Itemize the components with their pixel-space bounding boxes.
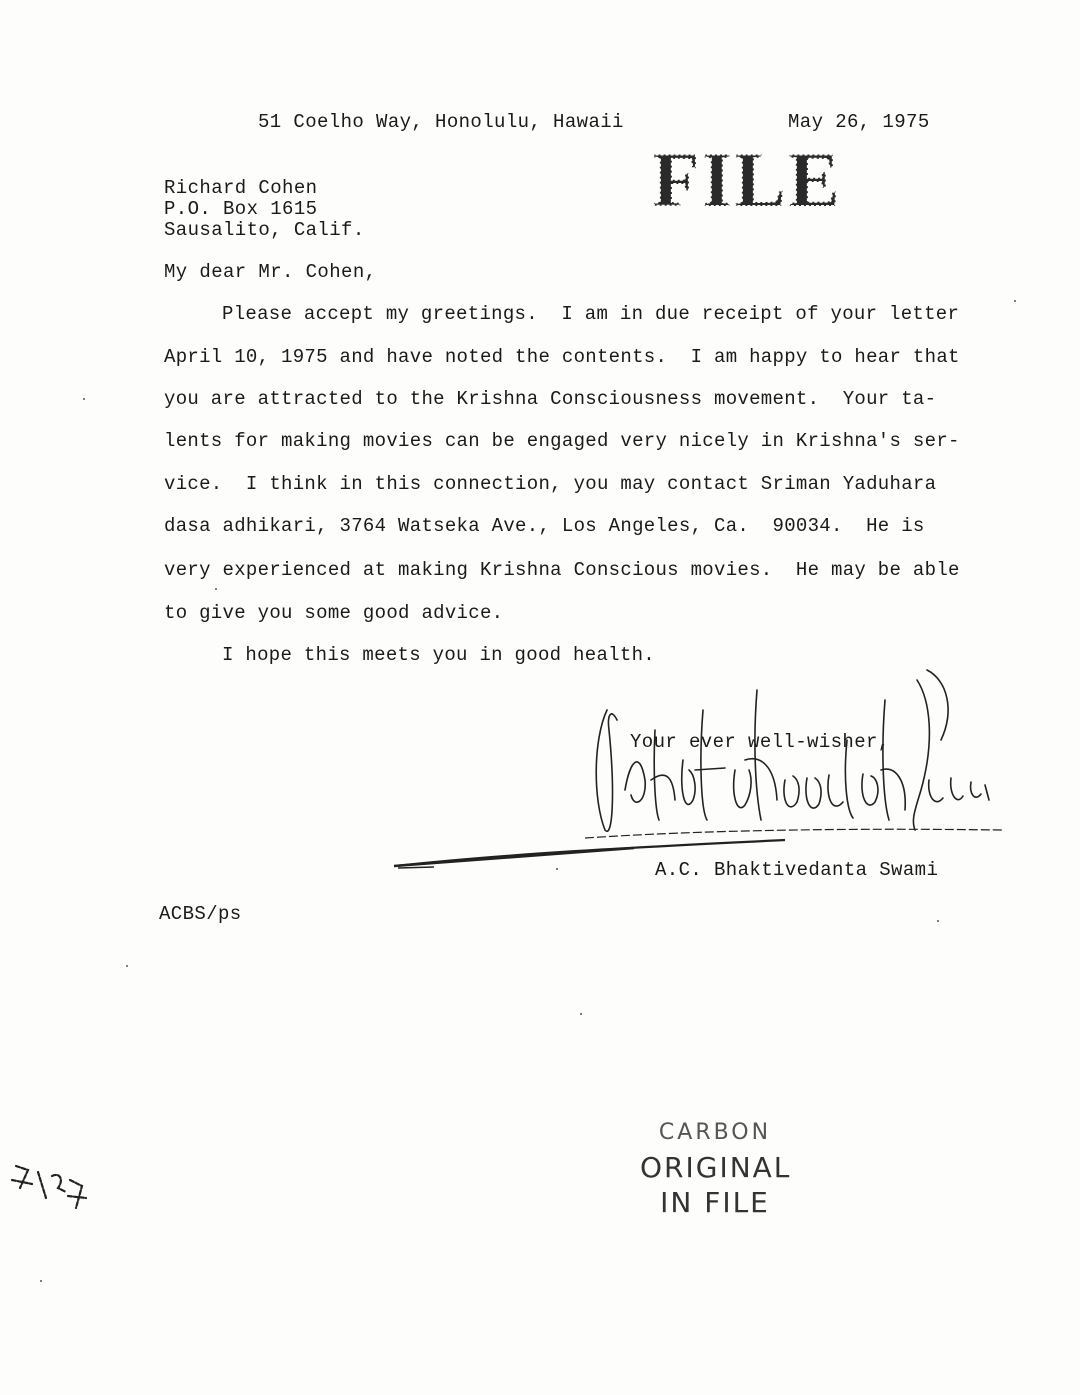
body-line: very experienced at making Krishna Conscious movies. He may be able xyxy=(164,559,960,581)
scan-speck xyxy=(556,868,558,870)
scan-speck xyxy=(1014,300,1016,302)
scan-speck xyxy=(937,920,939,922)
carbon-stamp-line2: ORIGINAL xyxy=(640,1151,792,1184)
recipient-name: Richard Cohen xyxy=(164,177,318,199)
reference-initials: ACBS/ps xyxy=(159,903,242,925)
carbon-stamp-line1: CARBON xyxy=(658,1120,772,1145)
body-line: to give you some good advice. xyxy=(164,602,504,624)
body-line: Please accept my greetings. I am in due receipt of your letter xyxy=(222,303,960,325)
file-stamp xyxy=(648,136,843,223)
closing-line: I hope this meets you in good health. xyxy=(222,644,655,666)
signatory-name: A.C. Bhaktivedanta Swami xyxy=(655,859,939,881)
signature xyxy=(585,670,1005,870)
body-line: you are attracted to the Krishna Consciousness movement. Your ta- xyxy=(164,388,937,410)
scan-speck xyxy=(215,588,217,590)
scan-speck xyxy=(40,1280,42,1282)
sender-address: 51 Coelho Way, Honolulu, Hawaii xyxy=(258,111,624,133)
signature-underline xyxy=(394,840,634,870)
salutation: My dear Mr. Cohen, xyxy=(164,261,377,283)
carbon-stamp xyxy=(640,1120,790,1219)
letter-date: May 26, 1975 xyxy=(788,111,930,133)
recipient-address-line2: P.O. Box 1615 xyxy=(164,198,318,220)
body-line: April 10, 1975 and have noted the contents. I am happy to hear that xyxy=(164,346,960,368)
scan-speck xyxy=(580,1013,582,1015)
body-line: vice. I think in this connection, you may contact Sriman Yaduhara xyxy=(164,473,937,495)
body-line: dasa adhikari, 3764 Watseka Ave., Los Angeles, Ca. 90034. He is xyxy=(164,515,925,537)
carbon-stamp-line3: IN FILE xyxy=(660,1186,770,1219)
body-line: lents for making movies can be engaged very nicely in Krishna's ser- xyxy=(164,430,960,452)
valediction: Your ever well-wisher, xyxy=(630,731,890,753)
file-stamp-text: FILE xyxy=(652,136,843,223)
recipient-address-line3: Sausalito, Calif. xyxy=(164,219,365,241)
scan-speck xyxy=(83,398,85,400)
scan-speck xyxy=(126,965,128,967)
margin-handwritten-mark xyxy=(6,1158,92,1214)
